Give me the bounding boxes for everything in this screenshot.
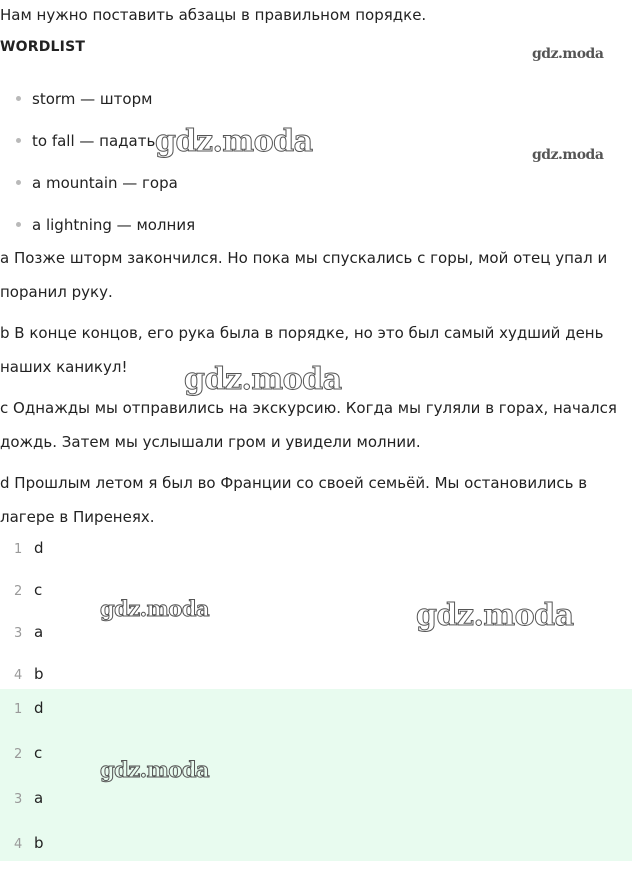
list-item: 4 b (14, 834, 44, 852)
list-item: 3 a (14, 623, 44, 641)
list-item: 4 b (14, 665, 44, 683)
list-item: 1 d (14, 539, 44, 557)
paragraph-c: c Однажды мы отправились на экскурсию. Когда мы гуляли в горах, начался дождь. Затем мы услышали гром и увидели молнии. (0, 399, 617, 451)
list-item: 3 a (14, 789, 44, 807)
list-item: 2 c (14, 744, 43, 762)
list-item: a lightning — молния (16, 216, 195, 234)
list-item: 1 d (14, 699, 44, 717)
list-item: 2 c (14, 581, 43, 599)
wordlist-heading: WORDLIST (0, 39, 86, 55)
watermark: gdz.moda (100, 757, 210, 782)
list-item: storm — шторм (16, 90, 152, 108)
list-item: to fall — падать (16, 132, 155, 150)
watermark: gdz.moda (416, 598, 574, 633)
paragraph-b: b В конце концов, его рука была в порядке, но это был самый худший день наших каникул! (0, 324, 604, 376)
paragraph-d: d Прошлым летом я был во Франции со своей семьёй. Мы остановились в лагере в Пиренеях. (0, 474, 588, 526)
watermark: gdz.moda (100, 596, 210, 621)
watermark: gdz.moda (532, 147, 604, 163)
watermark: gdz.moda (155, 124, 313, 159)
paragraph-a: a Позже шторм закончился. Но пока мы спускались с горы, мой отец упал и поранил руку. (0, 249, 608, 301)
list-item: a mountain — гора (16, 174, 178, 192)
intro-text: Нам нужно поставить абзацы в правильном порядке. (0, 6, 427, 24)
bullet-icon (16, 222, 21, 227)
watermark: gdz.moda (532, 46, 604, 62)
highlighted-answer-box (0, 689, 632, 861)
bullet-icon (16, 96, 21, 101)
bullet-icon (16, 138, 21, 143)
watermark: gdz.moda (184, 362, 342, 397)
bullet-icon (16, 180, 21, 185)
